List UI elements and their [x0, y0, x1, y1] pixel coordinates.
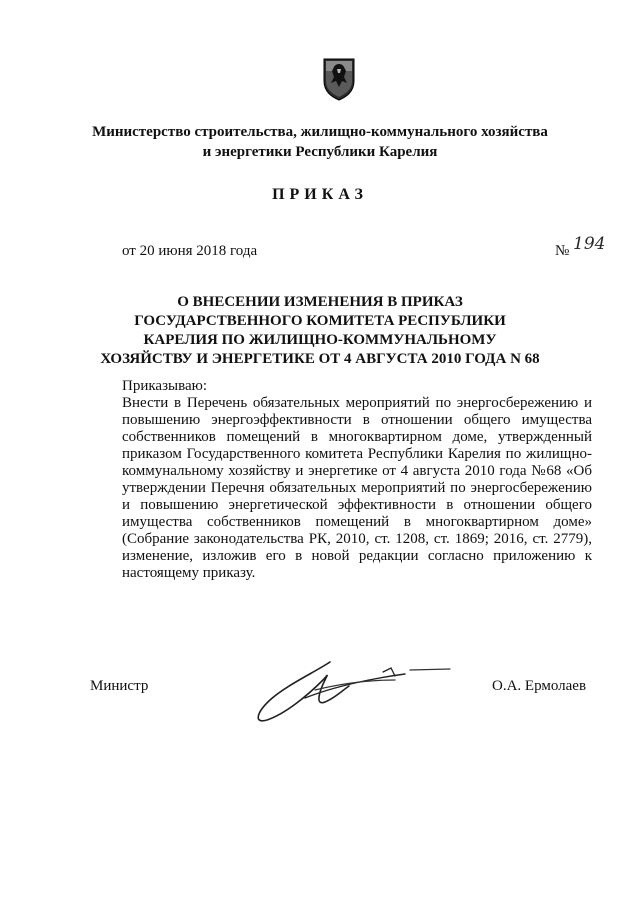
- order-intro: Приказываю:: [122, 378, 207, 394]
- document-number-value: 194: [573, 234, 606, 254]
- signer-name: О.А. Ермолаев: [492, 678, 587, 694]
- signer-position: Министр: [90, 678, 149, 694]
- coat-of-arms-icon: [322, 57, 356, 101]
- order-body-text: Внести в Перечень обязательных мероприятий по энергосбережению и повышению энергоэффективности в отношении общего имущества собственников помещений в многоквартирном доме, утвержденный приказом Государственного комитета Республики Карелия по жилищно-коммунальному хозяйству и энергетике от 4 августа 2010 года №68 «Об утверждении Перечня обязательных мероприятий по энергосбережению и повышению энергетической эффективности в отношении общего имущества собственников помещений в многоквартирном доме» (Собрание законодательства РК, 2010, ст. 1208, ст. 1869; 2016, ст. 2779), изменение, изложив его в новой редакции согласно приложению к настоящему приказу.: [122, 395, 592, 581]
- ministry-name-line1: Министерство строительства, жилищно-коммунального хозяйства: [92, 124, 548, 140]
- document-title: О ВНЕСЕНИИ ИЗМЕНЕНИЯ В ПРИКАЗ ГОСУДАРСТВЕННОГО КОМИТЕТА РЕСПУБЛИКИ КАРЕЛИЯ ПО ЖИЛИЩНО-КОММУНАЛЬНОМУ ХОЗЯЙСТВУ И ЭНЕРГЕТИКЕ ОТ 4 АВГУСТА 2010 ГОДА N 68: [100, 294, 540, 367]
- ministry-header: [60, 122, 580, 162]
- document-type: ПРИКАЗ: [272, 186, 368, 203]
- ministry-name-line2: и энергетики Республики Карелия: [202, 144, 438, 160]
- document-number-label: №: [555, 243, 570, 259]
- document-date: от 20 июня 2018 года: [122, 243, 258, 259]
- signature-icon: [245, 650, 455, 730]
